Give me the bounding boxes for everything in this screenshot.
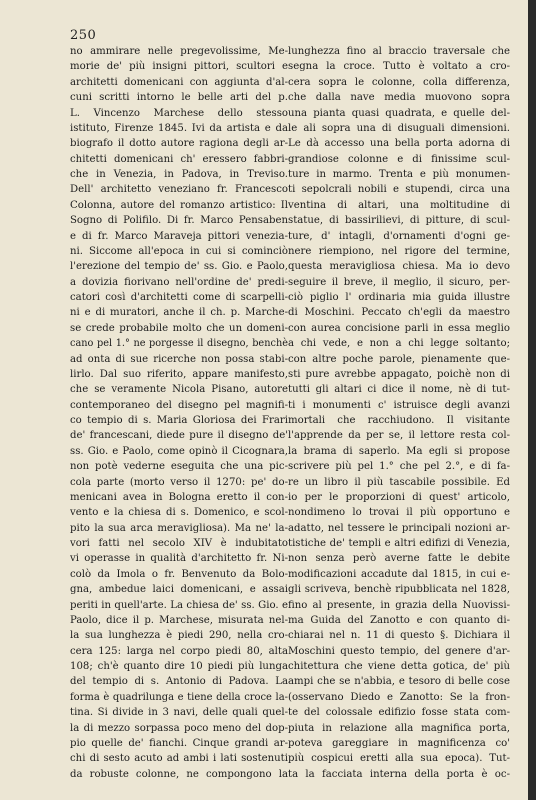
text-line: cera 125: larga nel corpo piedi 80, alta xyxy=(70,645,288,657)
text-line: sti pure avrebbe appagato, poichè non di xyxy=(288,368,510,380)
text-line: tina. Si divide in 3 navi, delle quali quel- xyxy=(70,707,288,719)
text-line: morie de' più insigni pittori, scultori e xyxy=(70,61,288,73)
text-line: (osservano Diedo e Zanotto: Se la fron- xyxy=(288,691,510,703)
text-line: con altre poche parole, pienamente que- xyxy=(288,353,510,365)
text-line: più cospicui eretti alla sua epoca). Tut- xyxy=(288,753,510,765)
text-line: poteva gareggiare in magnificenza co' xyxy=(288,737,510,749)
text-line: L. Vincenzo Marchese dello stesso xyxy=(70,107,288,119)
text-line: architetti domenicani con aggiunta d'al- xyxy=(70,76,288,88)
text-line: Moschini questo tempio, del genere d'ar- xyxy=(288,645,510,657)
text-line: lirlo. Dal suo riferito, appare manifesto, xyxy=(70,368,288,380)
text-line: tistiche de' templi e altri edifizi di Venezia, xyxy=(288,538,510,549)
text-line: ti sepolcrali nobili e stupendi, circa una xyxy=(288,184,510,196)
text-line: ss. Gio. e Paolo, come opinò il Cicognara, xyxy=(70,445,288,457)
text-line: grandiose colonne e di finissime scul- xyxy=(288,153,510,165)
text-line: de' francescani, diede pure il disegno de' xyxy=(70,430,288,442)
text-line: seguire il breve, il meglio, il sicuro, per- xyxy=(288,276,510,288)
page-edge-shadow xyxy=(528,0,536,800)
page-number: 250 xyxy=(70,28,97,43)
text-line: gli scriveva, benchè ripubblicata nel 1828, xyxy=(288,584,510,596)
text-line: cera sopra le colonne, colla differenza, xyxy=(288,76,510,88)
text-line: questa meravigliosa chiesa. Ma io devo xyxy=(288,261,510,273)
text-line: io per le proporzioni di quest' articolo, xyxy=(288,491,510,503)
text-line: no ammirare nelle pregevolissime, Me- xyxy=(70,46,288,57)
text-line: pio quelle de' fianchi. Cinque grandi ar- xyxy=(70,737,288,749)
text-line: Colonna, autore del romanzo artistico: Il xyxy=(70,199,288,211)
text-line: menicani avea in Bologna eretto il con- xyxy=(70,491,288,503)
text-line: cola parte (morto verso il 1270: pe' do- xyxy=(70,476,288,488)
text-line: vori fatti nel secolo XIV è indubitato xyxy=(70,538,288,549)
text-line: nondimeno lo trovai il più opportuno e xyxy=(288,507,510,519)
text-line: te del colossale edifizio fosse stata com- xyxy=(288,707,510,719)
text-line: di Moschini. Peccato ch'egli da maestro xyxy=(288,307,510,319)
text-line: nere riempiono, nel rigore del termine, xyxy=(288,245,510,257)
text-line: ture in marmo. Trenta e più monumen- xyxy=(288,169,510,180)
text-line: colò da Imola o fr. Benvenuto da Bolo- xyxy=(70,568,288,580)
text-line: non potè vederne eseguita che una pic- xyxy=(70,461,288,473)
text-line: periti in quell'arte. La chiesa de' ss. Gio. e xyxy=(70,599,288,611)
text-line: vento e la chiesa di s. Domenico, e scol- xyxy=(70,507,288,519)
text-line: la brama di saperlo. Ma egli si propose xyxy=(288,445,510,457)
text-line: Le dà accesso una bella porta adorna di xyxy=(288,138,510,150)
text-line: forma è quadrilunga e tiene della croce la- xyxy=(70,691,288,703)
text-line: Paolo, dice il p. Marchese, misurata nel- xyxy=(70,614,288,626)
text-line: re un libro il più tascabile possibile. Ed xyxy=(288,476,510,488)
text-line: vi operasse in qualità d'architetto fr. Ni- xyxy=(70,553,288,565)
text-line: chiarai nel n. 11 di questo §. Dichiara il xyxy=(288,630,510,642)
text-line: cuni scritti intorno le belle arti del p. xyxy=(70,92,288,104)
text-line: chi di sesto acuto ad ambi i lati sostenuti xyxy=(70,753,288,765)
text-line: che se veramente Nicola Pisano, autore xyxy=(70,384,288,396)
text-line: non senza però averne fatte le debite xyxy=(288,553,510,565)
text-line: a chi vede, e non a chi legge soltanto; xyxy=(288,338,510,350)
text-line: segna la croce. Tutto è voltato a cro- xyxy=(288,61,510,73)
left-text-column xyxy=(70,44,288,782)
text-line: che dalla nave media muovono sopra xyxy=(288,92,510,104)
text-line: chitettura che viene detta gotica, de' più xyxy=(288,661,510,672)
text-line: modificazioni accadute dal 1815, in cui e- xyxy=(288,568,510,580)
text-line: contemporaneo del disegno pel magnifi- xyxy=(70,399,288,411)
text-line: la sua lunghezza è piedi 290, nella cro- xyxy=(70,630,288,642)
right-text-column xyxy=(288,44,510,782)
text-line: le ali sopra una di disuguali dimensioni. xyxy=(288,122,510,134)
text-line: cano pel 1.° ne porgesse il disegno, benchè xyxy=(70,338,288,350)
text-line: catori così d'architetti come di scarpelli- xyxy=(70,292,288,303)
text-line: pito la sua arca meravigliosa). Ma ne' la- xyxy=(70,522,288,534)
text-line: piuta in relazione alla magnifica porta, xyxy=(288,722,510,734)
text-line: con aurea concisione parli in essa meglio xyxy=(288,322,510,334)
text-line: istituto, Firenze 1845. Ivi da artista e da xyxy=(70,122,288,134)
text-line: gna, ambedue laici domenicani, e assai xyxy=(70,584,288,596)
text-line: e di fr. Marco Maraveja pittori venezia- xyxy=(70,230,288,242)
text-line: l'erezione del tempio de' ss. Gio. e Paolo, xyxy=(70,261,288,273)
text-line: fino al presente, in grazia della Nuovissi- xyxy=(288,599,510,611)
text-line: ta la facciata interna della porta è oc- xyxy=(288,768,510,780)
text-line: da robuste colonne, ne compongono la xyxy=(70,768,288,780)
text-line: ampi che se n'abbia, e tesoro di belle cose xyxy=(288,676,510,688)
text-line: statue, di bassirilievi, di pitture, di scul- xyxy=(288,215,510,227)
text-line: ciò piglio l' ordinaria mia guida illustre xyxy=(288,292,510,303)
text-line: adatto, nel tessere le principali nozioni ar- xyxy=(288,522,510,534)
text-line: lunghezza fino al braccio traversale che xyxy=(288,46,510,57)
text-line: co tempio di s. Maria Gloriosa dei Frari xyxy=(70,415,288,426)
text-line: ventina di altari, una moltitudine di xyxy=(288,199,510,211)
text-line: Dell' architetto veneziano fr. Francesco xyxy=(70,184,288,196)
text-line: Sogno di Polifilo. Di fr. Marco Pensaben xyxy=(70,215,288,227)
text-line: ni. Siccome all'epoca in cui si cominciò xyxy=(70,245,288,257)
text-line: del tempio di s. Antonio di Padova. La xyxy=(70,676,288,688)
text-line: che in Venezia, in Padova, in Treviso. xyxy=(70,169,288,180)
text-line: l'apprende da per se, il lettore resta col- xyxy=(288,430,510,442)
text-line: mortali che racchiudono. Il visitante xyxy=(288,415,510,426)
text-line: ture, d' intagli, d'ornamenti d'ogni ge- xyxy=(288,230,510,242)
text-line: ni e di muratori, anche il ch. p. Marche- xyxy=(70,307,288,319)
text-line: chitetti domenicani ch' eressero fabbri- xyxy=(70,153,288,165)
text-line: se crede probabile molto che un domeni- xyxy=(70,322,288,334)
text-line: la di mezzo sorpassa poco meno del dop- xyxy=(70,722,288,734)
text-line: tutti gli altari ci dice il nome, nè di tut- xyxy=(288,384,510,396)
text-line: 108; ch'è quanto dire 10 piedi più lunga xyxy=(70,661,288,672)
text-line: una pianta quasi quadrata, e quelle del- xyxy=(288,107,510,119)
text-line: scrivere più pel 1.° che pel 2.°, e di fa- xyxy=(288,461,510,473)
text-line: biografo il dotto autore ragiona degli ar- xyxy=(70,138,288,150)
text-line: ad onta di sue ricerche non possa stabi- xyxy=(70,353,288,365)
text-line: ti i monumenti c' istruisce degli avanzi xyxy=(288,399,510,411)
text-line: a dovizia fiorivano nell'ordine de' predi- xyxy=(70,276,288,288)
text-line: ma Guida del Zanotto e con quanto di- xyxy=(288,614,510,626)
